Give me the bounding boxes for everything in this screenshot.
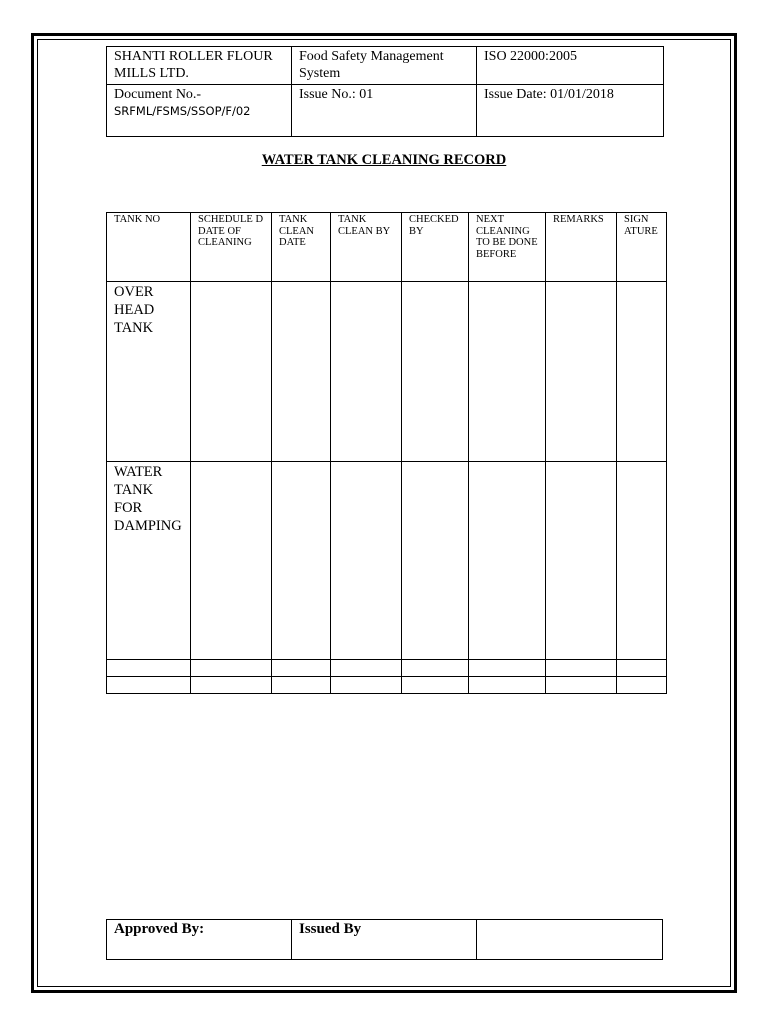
page-title: WATER TANK CLEANING RECORD — [261, 152, 507, 168]
column-header: NEXT CLEANING TO BE DONE BEFORE — [469, 213, 546, 282]
issued-by-label: Issued By — [299, 921, 362, 937]
system-cell — [292, 47, 477, 85]
issued-by-cell[interactable] — [292, 920, 477, 960]
table-cell[interactable] — [469, 462, 546, 660]
table-cell[interactable] — [272, 462, 331, 660]
table-cell[interactable] — [191, 677, 272, 694]
table-cell[interactable] — [402, 282, 469, 462]
tank-name-cell: OVER HEAD TANK — [107, 282, 191, 462]
approved-by-cell[interactable] — [107, 920, 292, 960]
issue-date: Issue Date: 01/01/2018 — [484, 87, 614, 102]
issue-no: Issue No.: 01 — [299, 87, 374, 102]
tank-name-cell: WATER TANK FOR DAMPING — [107, 462, 191, 660]
table-cell[interactable] — [617, 462, 667, 660]
document-no-label: Document No.- — [114, 87, 202, 102]
column-header: SCHEDULE D DATE OF CLEANING — [191, 213, 272, 282]
cleaning-record-table — [106, 212, 667, 694]
table-cell[interactable] — [617, 660, 667, 677]
column-header: TANK CLEAN BY — [331, 213, 402, 282]
table-row — [107, 282, 667, 462]
system-name: Food Safety Management System — [299, 49, 444, 81]
table-cell[interactable] — [331, 462, 402, 660]
table-cell[interactable] — [402, 462, 469, 660]
table-cell[interactable] — [546, 660, 617, 677]
column-header: CHECKED BY — [402, 213, 469, 282]
table-cell[interactable] — [546, 462, 617, 660]
table-cell[interactable] — [469, 282, 546, 462]
table-cell[interactable] — [331, 660, 402, 677]
column-header: TANK NO — [107, 213, 191, 282]
table-row — [107, 677, 667, 694]
table-cell[interactable] — [107, 660, 191, 677]
table-cell[interactable] — [331, 677, 402, 694]
table-row — [107, 462, 667, 660]
standard-cell — [477, 47, 664, 85]
standard-name: ISO 22000:2005 — [484, 49, 577, 64]
table-cell[interactable] — [617, 282, 667, 462]
issue-no-cell — [292, 85, 477, 137]
table-cell[interactable] — [469, 677, 546, 694]
table-cell[interactable] — [272, 660, 331, 677]
table-cell[interactable] — [191, 282, 272, 462]
approval-footer-table — [106, 919, 663, 960]
column-header: SIGN ATURE — [617, 213, 667, 282]
table-cell[interactable] — [272, 282, 331, 462]
company-name: SHANTI ROLLER FLOUR MILLS LTD. — [114, 49, 273, 81]
table-cell[interactable] — [469, 660, 546, 677]
table-cell[interactable] — [191, 660, 272, 677]
table-cell[interactable] — [402, 660, 469, 677]
issue-date-cell — [477, 85, 664, 137]
document-no-value: SRFML/FSMS/SSOP/F/02 — [114, 104, 251, 118]
table-cell[interactable] — [191, 462, 272, 660]
company-name-cell — [107, 47, 292, 85]
column-header: TANK CLEAN DATE — [272, 213, 331, 282]
table-cell[interactable] — [546, 677, 617, 694]
column-header: REMARKS — [546, 213, 617, 282]
document-header-table — [106, 46, 664, 137]
table-cell[interactable] — [402, 677, 469, 694]
approved-by-label: Approved By: — [114, 921, 205, 937]
table-row — [107, 660, 667, 677]
table-cell[interactable] — [272, 677, 331, 694]
blank-cell[interactable] — [477, 920, 663, 960]
document-no-cell — [107, 85, 292, 137]
table-cell[interactable] — [331, 282, 402, 462]
table-cell[interactable] — [617, 677, 667, 694]
table-cell[interactable] — [107, 677, 191, 694]
table-cell[interactable] — [546, 282, 617, 462]
